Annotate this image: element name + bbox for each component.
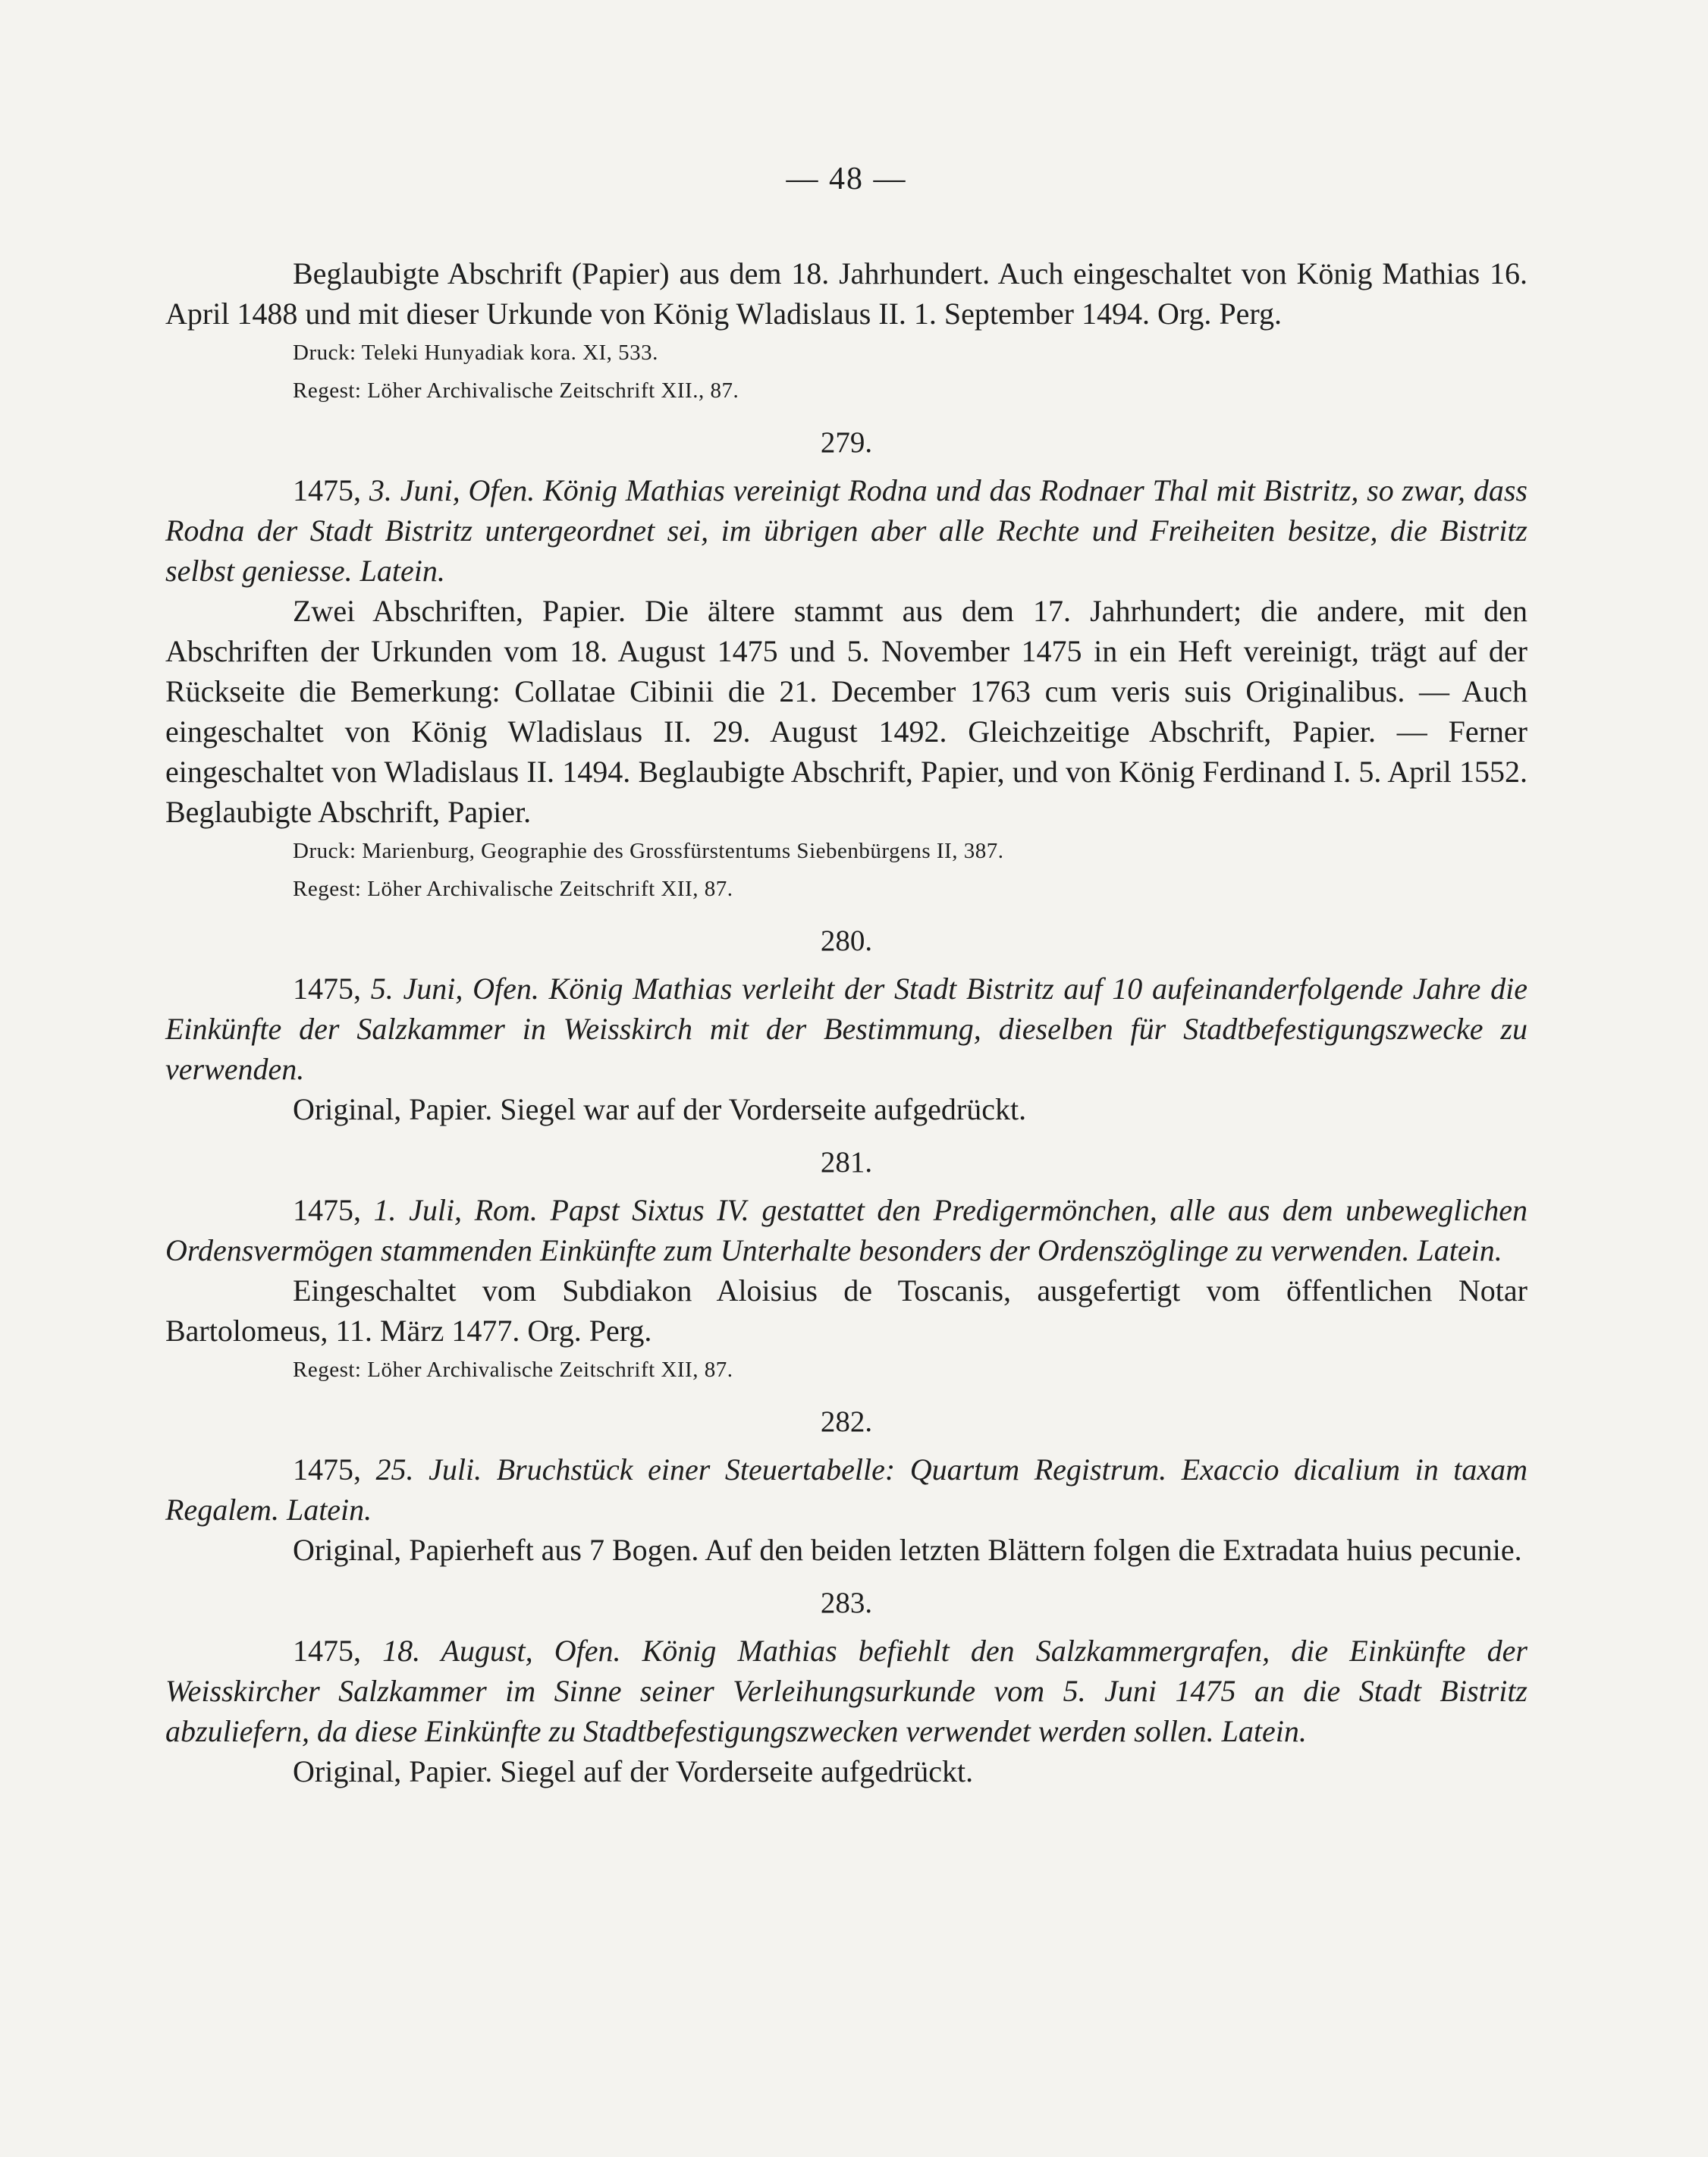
entry-heading xyxy=(165,1631,1527,1751)
entry-year: 1475, xyxy=(293,473,361,507)
entry-druck: Druck: Marienburg, Geographie des Grossfürstentums Siebenbürgens II, 387. xyxy=(293,839,1004,863)
entry-heading-text: 5. Juni, Ofen. König Mathias verleiht der Stadt Bistritz auf 10 aufeinanderfolgende Jahre die Einkünfte der Salzkammer in Weisskirch mit der Bestimmung, dieselben für Stadtbefestigungszwecke zu verwenden. xyxy=(165,972,1528,1086)
entry-number: 279. xyxy=(820,426,873,459)
entry-body: Zwei Abschriften, Papier. Die ältere stammt aus dem 17. Jahrhundert; die andere, mit den Abschriften der Urkunden vom 18. August 1475 und 5. November 1475 in ein Heft vereinigt, trägt auf der Rückseite die Bemerkung: Collatae Cibinii die 21. December 1763 cum veris suis Originalibus. — Auch eingeschaltet von König Wladislaus II. 29. August 1492. Gleichzeitige Abschrift, Papier. — Ferner eingeschaltet von Wladislaus II. 1494. Beglaubigte Abschrift, Papier, und von König Ferdinand I. 5. April 1552. Beglaubigte Abschrift, Papier. xyxy=(165,594,1527,829)
entry-number: 281. xyxy=(820,1146,873,1179)
page-number: — 48 — xyxy=(786,162,907,196)
entry-heading-text: 1. Juli, Rom. Papst Sixtus IV. gestattet den Predigermönchen, alle aus dem unbeweglichen Ordensvermögen stammenden Einkünfte zum Unterhalte besonders der Ordenszöglinge zu verwenden. Latein. xyxy=(165,1193,1528,1267)
intro-regest: Regest: Löher Archivalische Zeitschrift XII., 87. xyxy=(293,378,739,403)
entry-heading xyxy=(165,969,1527,1089)
entry-body: Eingeschaltet vom Subdiakon Aloisius de Toscanis, ausgefertigt vom öffentlichen Notar Bartolomeus, 11. März 1477. Org. Perg. xyxy=(165,1273,1527,1348)
entry-heading-text: 25. Juli. Bruchstück einer Steuertabelle: Quartum Registrum. Exaccio dicalium in taxam Regalem. Latein. xyxy=(165,1452,1527,1527)
intro-paragraph: Beglaubigte Abschrift (Papier) aus dem 18. Jahrhundert. Auch eingeschaltet von König Mathias 16. April 1488 und mit dieser Urkunde von König Wladislaus II. 1. September 1494. Org. Perg. xyxy=(165,256,1527,331)
entry-number: 283. xyxy=(820,1587,873,1619)
entry-year: 1475, xyxy=(293,1452,361,1487)
entry-body: Original, Papier. Siegel war auf der Vorderseite aufgedrückt. xyxy=(293,1092,1027,1126)
entry-regest: Regest: Löher Archivalische Zeitschrift XII, 87. xyxy=(293,877,733,901)
entry-heading-text: 18. August, Ofen. König Mathias befiehlt den Salzkammergrafen, die Einkünfte der Weisskircher Salzkammer im Sinne seiner Verleihungsurkunde vom 5. Juni 1475 an die Stadt Bistritz abzuliefern, da diese Einkünfte zu Stadtbefestigungszwecken verwendet werden sollen. Latein. xyxy=(165,1634,1528,1748)
intro-druck: Druck: Teleki Hunyadiak kora. XI, 533. xyxy=(293,341,658,365)
entry-heading xyxy=(165,1449,1527,1530)
entry-heading-text: 3. Juni, Ofen. König Mathias vereinigt Rodna und das Rodnaer Thal mit Bistritz, so zwar, dass Rodna der Stadt Bistritz untergeordnet sei, im übrigen aber alle Rechte und Freiheiten besitze, die Bistritz selbst geniesse. Latein. xyxy=(165,473,1527,588)
entry-number: 280. xyxy=(820,925,873,957)
entry-body: Original, Papier. Siegel auf der Vorderseite aufgedrückt. xyxy=(293,1754,974,1788)
entry-heading xyxy=(165,470,1527,591)
entry-year: 1475, xyxy=(293,1193,361,1227)
entry-regest: Regest: Löher Archivalische Zeitschrift XII, 87. xyxy=(293,1358,733,1382)
entry-year: 1475, xyxy=(293,1634,361,1668)
text-block xyxy=(165,156,1527,1791)
entry-number: 282. xyxy=(820,1405,873,1438)
entry-body: Original, Papierheft aus 7 Bogen. Auf den beiden letzten Blättern folgen die Extradata huius pecunie. xyxy=(293,1533,1522,1567)
entry-heading xyxy=(165,1190,1527,1270)
entry-year: 1475, xyxy=(293,972,361,1006)
